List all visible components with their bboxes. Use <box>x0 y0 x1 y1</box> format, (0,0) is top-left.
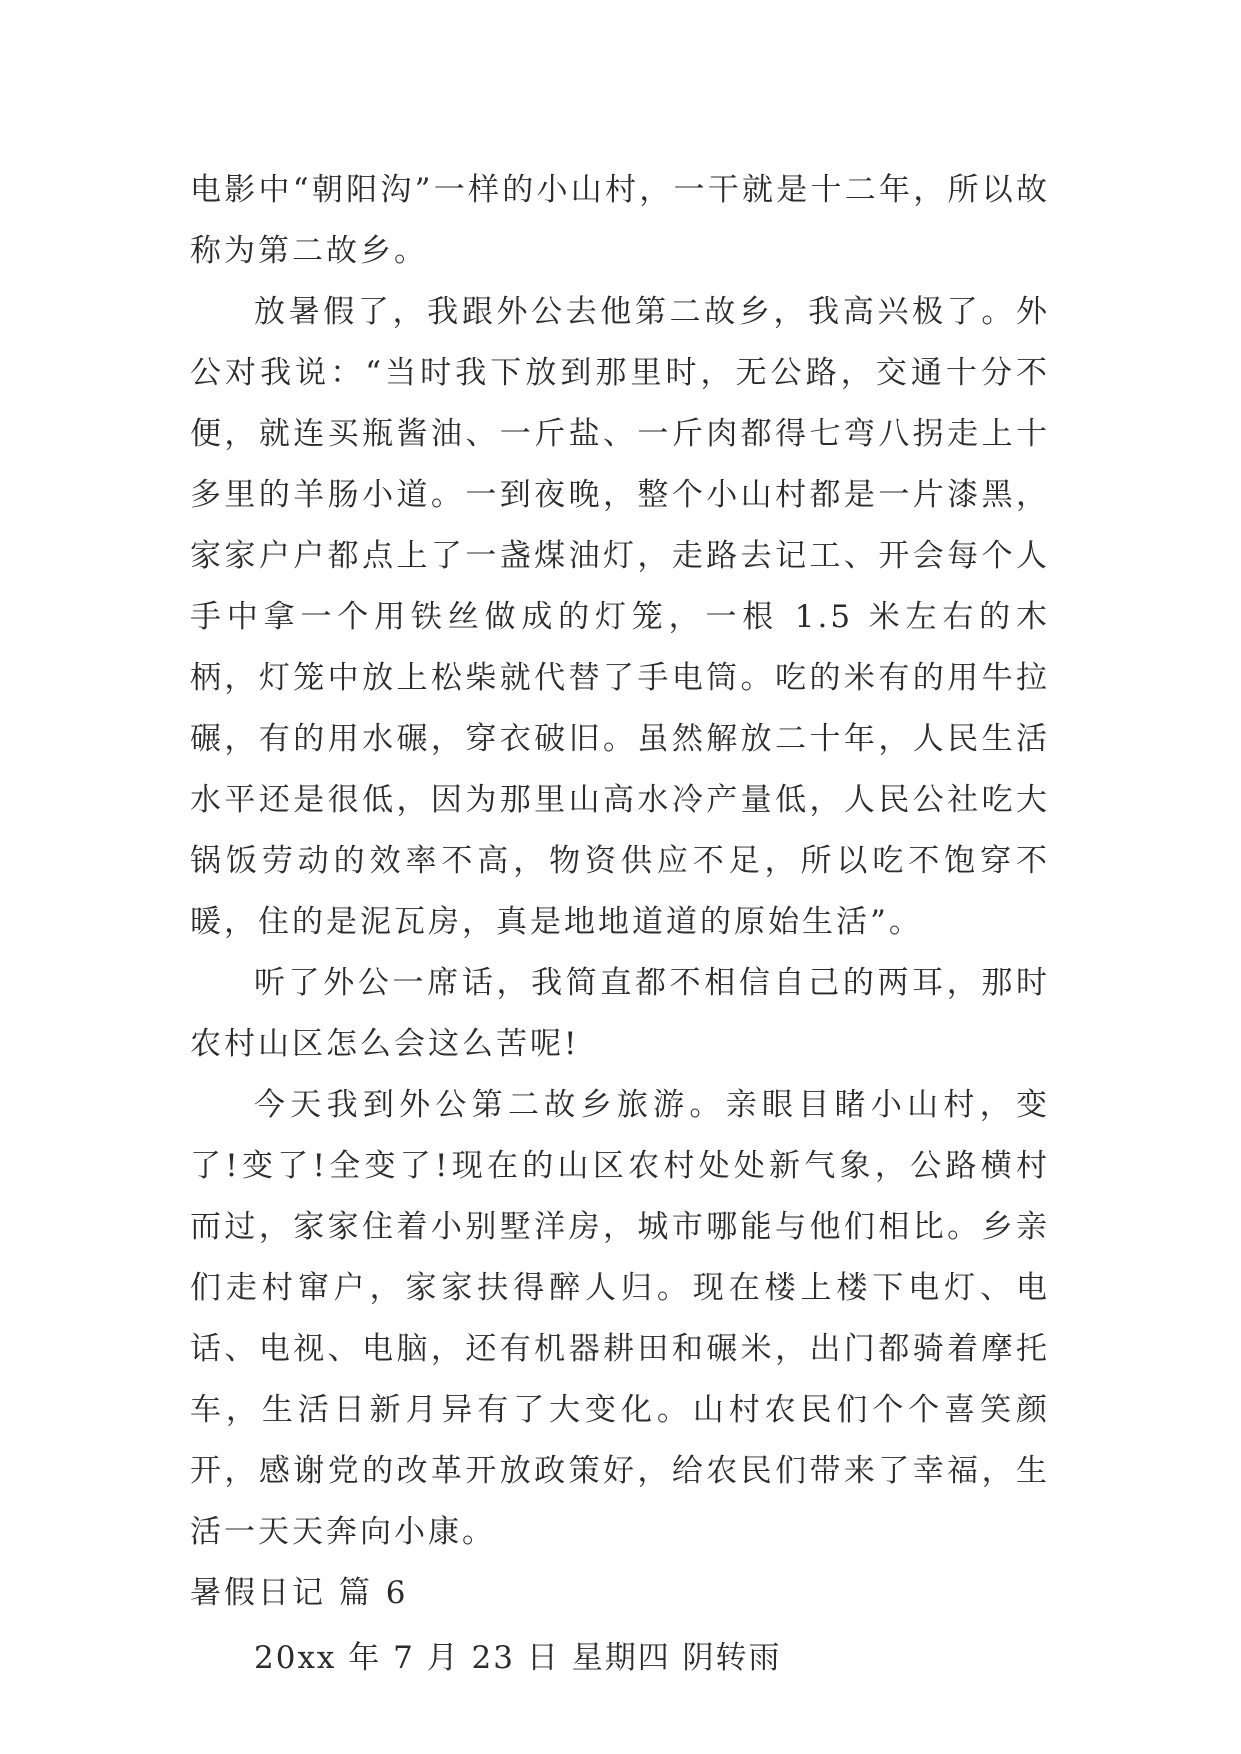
date-line: 20xx 年 7 月 23 日 星期四 阴转雨 <box>254 1640 782 1676</box>
document-body <box>190 160 1050 1689</box>
paragraph-1: 电影中“朝阳沟”一样的小山村，一干就是十二年，所以故称为第二故乡。 <box>190 172 1050 269</box>
section-heading: 暑假日记 篇 6 <box>190 1575 409 1611</box>
paragraph-2: 放暑假了，我跟外公去他第二故乡，我高兴极了。外公对我说：“当时我下放到那里时，无公路，交通十分不便，就连买瓶酱油、一斤盐、一斤肉都得七弯八拐走上十多里的羊肠小道。一到夜晚，整个小山村都是一片漆黑，家家户户都点上了一盏煤油灯，走路去记工、开会每个人手中拿一个用铁丝做成的灯笼，一根 1.5 米左右的木柄，灯笼中放上松柴就代替了手电筒。吃的米有的用牛拉碾，有的用水碾，穿衣破旧。虽然解放二十年，人民生活水平还是很低，因为那里山高水冷产量低，人民公社吃大锅饭劳动的效率不高，物资供应不足，所以吃不饱穿不暖，住的是泥瓦房，真是地地道道的原始生活”。 <box>190 294 1050 940</box>
paragraph-4: 今天我到外公第二故乡旅游。亲眼目睹小山村，变了!变了!全变了!现在的山区农村处处新气象，公路横村而过，家家住着小别墅洋房，城市哪能与他们相比。乡亲们走村窜户，家家扶得醉人归。现在楼上楼下电灯、电话、电视、电脑，还有机器耕田和碾米，出门都骑着摩托车，生活日新月异有了大变化。山村农民们个个喜笑颜开，感谢党的改革开放政策好，给农民们带来了幸福，生活一天天奔向小康。 <box>190 1087 1050 1550</box>
paragraph-3: 听了外公一席话，我简直都不相信自己的两耳，那时农村山区怎么会这么苦呢! <box>190 965 1050 1062</box>
